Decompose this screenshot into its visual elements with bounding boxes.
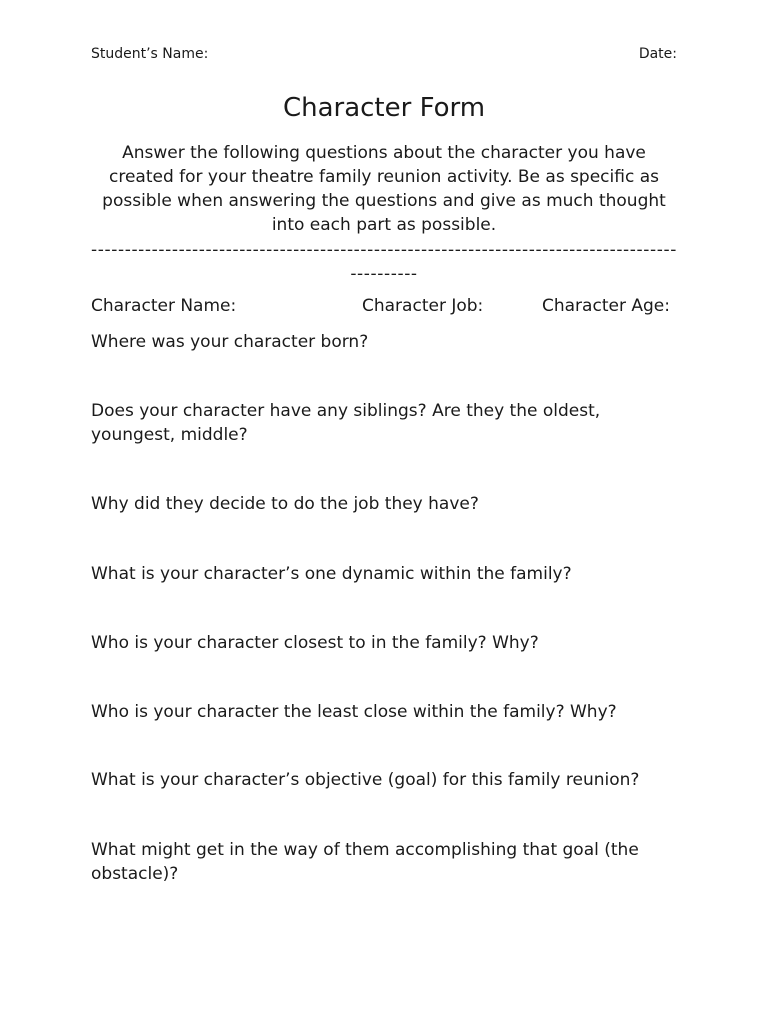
student-name-label: Student’s Name: bbox=[91, 46, 209, 62]
question-objective: What is your character’s objective (goal) for this family reunion? bbox=[91, 770, 640, 790]
question-birthplace: Where was your character born? bbox=[91, 332, 369, 352]
question-obstacle: What might get in the way of them accomplishing that goal (the obstacle)? bbox=[91, 840, 639, 884]
character-job-label: Character Job: bbox=[362, 296, 484, 316]
page-title: Character Form bbox=[282, 93, 486, 123]
question-family-dynamic: What is your character’s one dynamic within the family? bbox=[91, 564, 572, 584]
instructions-paragraph: Answer the following questions about the character you have created for your theatre family reunion activity. Be as specific as possible when answering the questions and give as much thought into each part as possible. bbox=[102, 143, 666, 235]
dashed-divider: ------------------------------------------------------------------------------------------------- bbox=[91, 240, 677, 284]
question-closest: Who is your character closest to in the family? Why? bbox=[91, 633, 539, 653]
character-name-label: Character Name: bbox=[91, 296, 237, 316]
date-label: Date: bbox=[638, 46, 677, 62]
character-age-label: Character Age: bbox=[542, 296, 670, 316]
question-job-reason: Why did they decide to do the job they have? bbox=[91, 494, 479, 514]
question-siblings: Does your character have any siblings? Are they the oldest, youngest, middle? bbox=[91, 401, 601, 445]
question-least-close: Who is your character the least close within the family? Why? bbox=[91, 702, 617, 722]
